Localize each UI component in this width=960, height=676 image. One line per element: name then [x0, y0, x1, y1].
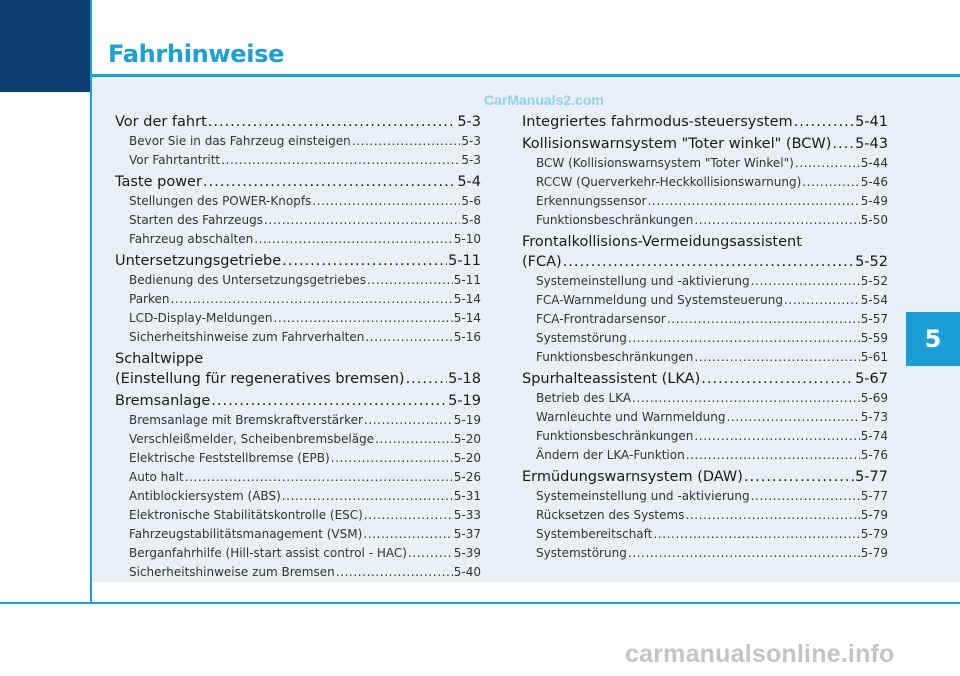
toc-item[interactable]: Elektrische Feststellbremse (EPB) ..... 5-20: [115, 449, 481, 468]
toc-item[interactable]: Rücksetzen des Systems ..... 5-79: [522, 506, 888, 525]
toc-section-line[interactable]: Schaltwippe: [115, 351, 204, 367]
toc-item[interactable]: Auto halt ..... 5-26: [115, 468, 481, 487]
toc-section[interactable]: Vor der fahrt ..... 5-3: [115, 112, 481, 132]
toc-right-column: [522, 110, 888, 563]
toc-item[interactable]: Ändern der LKA-Funktion ..... 5-76: [522, 446, 888, 465]
toc-item[interactable]: Funktionsbeschränkungen ..... 5-50: [522, 211, 888, 230]
toc-item[interactable]: Warnleuchte und Warnmeldung ..... 5-73: [522, 408, 888, 427]
toc-section[interactable]: Taste power ..... 5-4: [115, 172, 481, 192]
title-rule: [92, 74, 960, 77]
toc-item[interactable]: Funktionsbeschränkungen ..... 5-61: [522, 348, 888, 367]
toc-item[interactable]: Systemeinstellung und -aktivierung ..... 5-52: [522, 272, 888, 291]
toc-item[interactable]: Berganfahrhilfe (Hill-start assist control - HAC) ..... 5-39: [115, 544, 481, 563]
toc-item[interactable]: Erkennungssensor ..... 5-49: [522, 192, 888, 211]
toc-item[interactable]: Fahrzeug abschalten ..... 5-10: [115, 230, 481, 249]
chapter-number: 5: [924, 325, 942, 353]
toc-item[interactable]: RCCW (Querverkehr-Heckkollisionswarnung) ..... 5-46: [522, 173, 888, 192]
toc-item[interactable]: Funktionsbeschränkungen ..... 5-74: [522, 427, 888, 446]
toc-section[interactable]: (FCA) ..... 5-52: [522, 252, 888, 272]
page-title: Fahrhinweise: [108, 40, 285, 68]
watermark-bottom: carmanualsonline.info: [625, 640, 895, 668]
toc-section-line[interactable]: Frontalkollisions-Vermeidungsassistent: [522, 234, 802, 250]
toc-item[interactable]: Antiblockiersystem (ABS) ..... 5-31: [115, 487, 481, 506]
watermark-top: CarManuals2.com: [484, 92, 604, 108]
bottom-rule: [0, 602, 960, 604]
toc-item[interactable]: Bremsanlage mit Bremskraftverstärker ..... 5-19: [115, 411, 481, 430]
toc-section[interactable]: (Einstellung für regeneratives bremsen) ..... 5-18: [115, 369, 481, 389]
toc-section[interactable]: Kollisionswarnsystem "Toter winkel" (BCW) ..... 5-43: [522, 134, 888, 154]
toc-item[interactable]: Systemeinstellung und -aktivierung ..... 5-77: [522, 487, 888, 506]
toc-item[interactable]: Sicherheitshinweise zum Fahrverhalten ..... 5-16: [115, 328, 481, 347]
toc-section[interactable]: Bremsanlage ..... 5-19: [115, 391, 481, 411]
toc-item[interactable]: FCA-Frontradarsensor ..... 5-57: [522, 310, 888, 329]
toc-item[interactable]: Systemstörung ..... 5-79: [522, 544, 888, 563]
toc-left-column: [115, 110, 481, 582]
toc-section[interactable]: Ermüdungswarnsystem (DAW) ..... 5-77: [522, 467, 888, 487]
toc-item[interactable]: Parken ..... 5-14: [115, 290, 481, 309]
toc-item[interactable]: Sicherheitshinweise zum Bremsen ..... 5-40: [115, 563, 481, 582]
toc-item[interactable]: Bevor Sie in das Fahrzeug einsteigen ..... 5-3: [115, 132, 481, 151]
toc-item[interactable]: LCD-Display-Meldungen ..... 5-14: [115, 309, 481, 328]
toc-section[interactable]: Integriertes fahrmodus-steuersystem ..... 5-41: [522, 112, 888, 132]
chapter-tab[interactable]: [906, 312, 960, 366]
toc-item[interactable]: Vor Fahrtantritt ..... 5-3: [115, 151, 481, 170]
toc-item[interactable]: Verschleißmelder, Scheibenbremsbeläge ..... 5-20: [115, 430, 481, 449]
toc-item[interactable]: FCA-Warnmeldung und Systemsteuerung ..... 5-54: [522, 291, 888, 310]
toc-item[interactable]: Elektronische Stabilitätskontrolle (ESC) ..... 5-33: [115, 506, 481, 525]
toc-item[interactable]: Starten des Fahrzeugs ..... 5-8: [115, 211, 481, 230]
toc-section[interactable]: Spurhalteassistent (LKA) ..... 5-67: [522, 369, 888, 389]
toc-item[interactable]: Systembereitschaft ..... 5-79: [522, 525, 888, 544]
toc-item[interactable]: Stellungen des POWER-Knopfs ..... 5-6: [115, 192, 481, 211]
toc-item[interactable]: Systemstörung ..... 5-59: [522, 329, 888, 348]
toc-item[interactable]: BCW (Kollisionswarnsystem "Toter Winkel") ..... 5-44: [522, 154, 888, 173]
toc-section[interactable]: Untersetzungsgetriebe ..... 5-11: [115, 251, 481, 271]
corner-block: [0, 0, 92, 92]
toc-item[interactable]: Betrieb des LKA ..... 5-69: [522, 389, 888, 408]
toc-item[interactable]: Fahrzeugstabilitätsmanagement (VSM) ..... 5-37: [115, 525, 481, 544]
toc-item[interactable]: Bedienung des Untersetzungsgetriebes ..... 5-11: [115, 271, 481, 290]
